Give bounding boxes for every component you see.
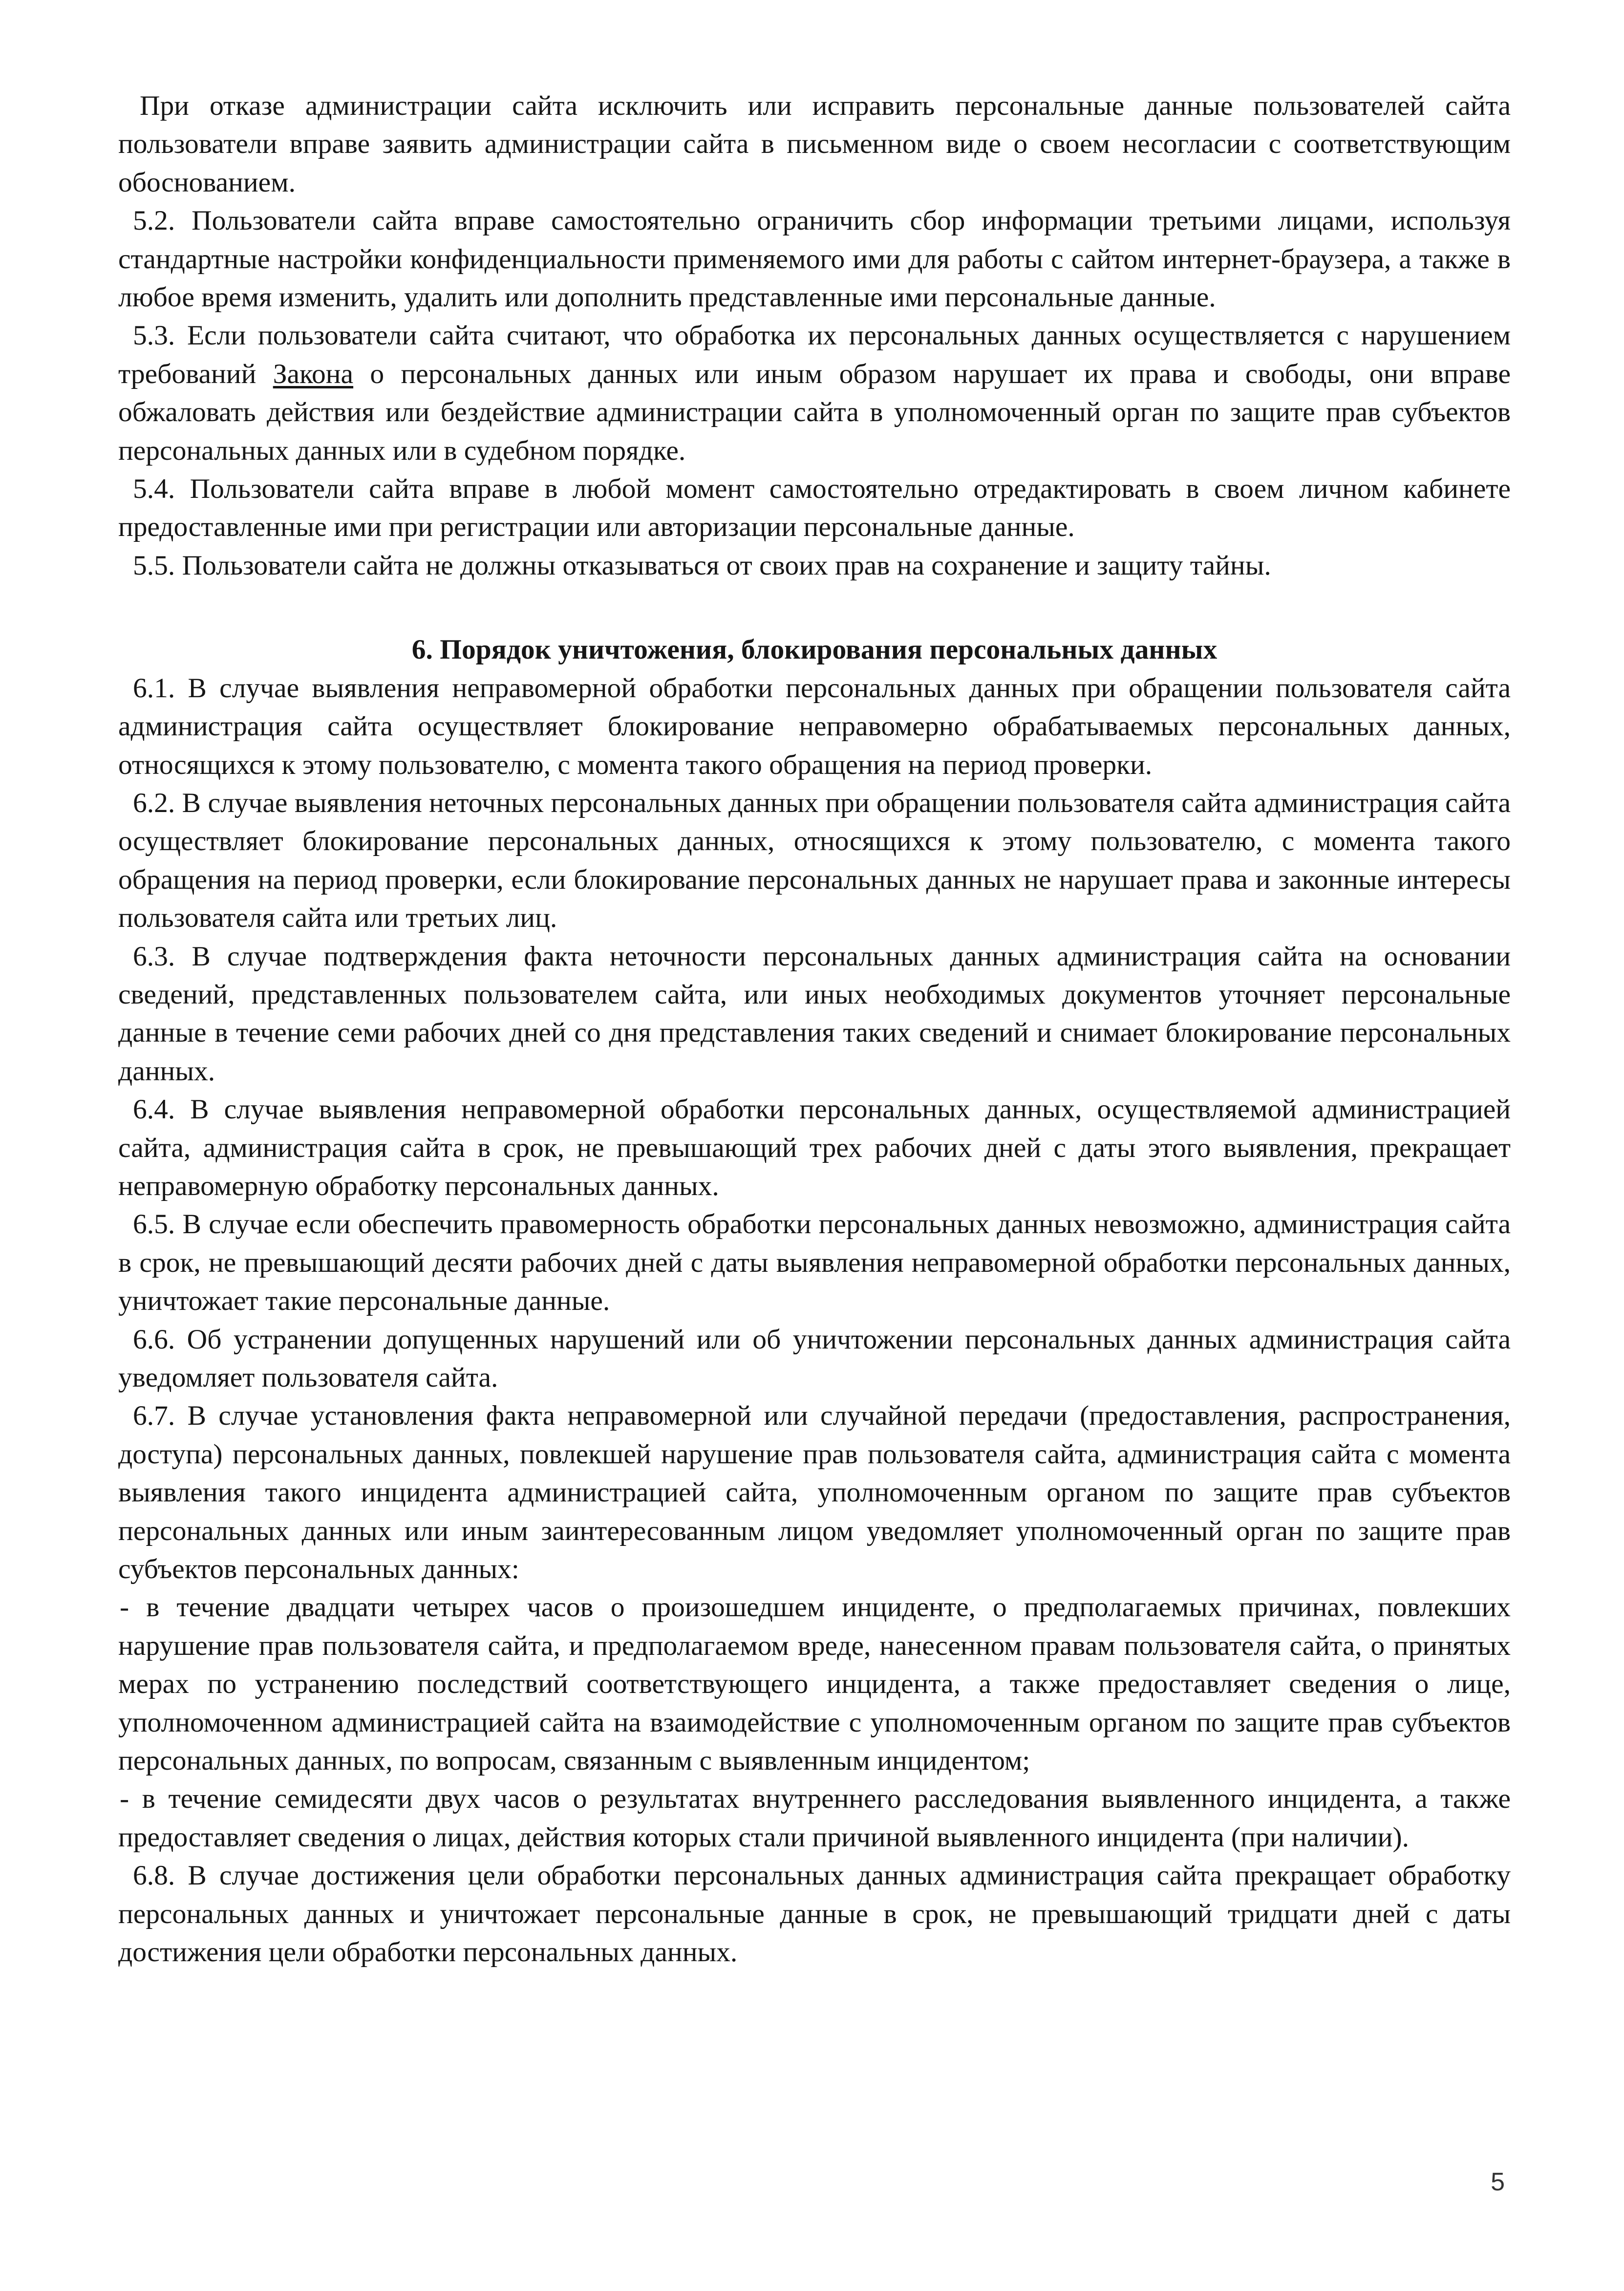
paragraph-5-2: 5.2. Пользователи сайта вправе самостоятельно ограничить сбор информации третьими лицами, используя стандартные настройки конфиденциальности применяемого ими для работы с сайтом интернет-браузера, а также в любое время изменить, удалить или дополнить представленные ими персональные данные.: [118, 205, 1511, 313]
list-item-72-hours: - в течение семидесяти двух часов о результатах внутреннего расследования выявленного инцидента, а также предоставляет сведения о лицах, действия которых стали причиной выявленного инцидента (при наличии).: [118, 1783, 1511, 1853]
law-link[interactable]: Закона: [273, 358, 354, 389]
section-6-heading: 6. Порядок уничтожения, блокирования персональных данных: [411, 634, 1218, 665]
paragraph-5-3: [118, 317, 1511, 470]
document-page: [118, 87, 1511, 1972]
paragraph-6-7: 6.7. В случае установления факта неправомерной или случайной передачи (предоставления, распространения, доступа) персональных данных, повлекшей нарушение прав пользователя сайта, администрация сайта с момента выявления такого инцидента администрацией сайта, уполномоченным органом по защите прав субъектов персональных данных или иным заинтересованным лицом уведомляет уполномоченный орган по защите прав субъектов персональных данных:: [118, 1400, 1511, 1585]
paragraph-6-1: 6.1. В случае выявления неправомерной обработки персональных данных при обращении пользователя сайта администрация сайта осуществляет блокирование неправомерно обрабатываемых персональных данных, относящихся к этому пользователю, с момента такого обращения на период проверки.: [118, 672, 1511, 780]
paragraph-5-3-text-start: 5.3. Если пользователи сайта считают, что обработка их персональных данных осуществляется с нарушением требований: [118, 320, 1511, 389]
paragraph-6-8: 6.8. В случае достижения цели обработки персональных данных администрация сайта прекращает обработку персональных данных и уничтожает персональные данные в срок, не превышающий тридцати дней с даты достижения цели обработки персональных данных.: [118, 1860, 1511, 1968]
paragraph-6-2: 6.2. В случае выявления неточных персональных данных при обращении пользователя сайта администрация сайта осуществляет блокирование персональных данных, относящихся к этому пользователю, с момента такого обращения на период проверки, если блокирование персональных данных не нарушает права и законные интересы пользователя сайта или третьих лиц.: [118, 787, 1511, 934]
paragraph-5-1-continuation: При отказе администрации сайта исключить или исправить персональные данные пользователей сайта пользователи вправе заявить администрации сайта в письменном виде о своем несогласии с соответствующим обоснованием.: [118, 90, 1511, 198]
paragraph-6-6: 6.6. Об устранении допущенных нарушений или об уничтожении персональных данных администрация сайта уведомляет пользователя сайта.: [118, 1324, 1511, 1393]
page-number: 5: [1491, 2168, 1505, 2196]
paragraph-5-4: 5.4. Пользователи сайта вправе в любой момент самостоятельно отредактировать в своем личном кабинете предоставленные ими при регистрации или авторизации персональные данные.: [118, 473, 1511, 543]
paragraph-6-4: 6.4. В случае выявления неправомерной обработки персональных данных, осуществляемой администрацией сайта, администрация сайта в срок, не превышающий трех рабочих дней с даты этого выявления, прекращает неправомерную обработку персональных данных.: [118, 1094, 1511, 1201]
paragraph-6-3: 6.3. В случае подтверждения факта неточности персональных данных администрация сайта на основании сведений, представленных пользователем сайта, или иных необходимых документов уточняет персональные данные в течение семи рабочих дней со дня представления таких сведений и снимает блокирование персональных данных.: [118, 941, 1511, 1087]
list-item-24-hours: - в течение двадцати четырех часов о произошедшем инциденте, о предполагаемых причинах, повлекших нарушение прав пользователя сайта, и предполагаемом вреде, нанесенном правам пользователя сайта, о принятых мерах по устранению последствий соответствующего инцидента, а также предоставляет сведения о лице, уполномоченном администрацией сайта на взаимодействие с уполномоченным органом по защите прав субъектов персональных данных, по вопросам, связанным с выявленным инцидентом;: [118, 1592, 1511, 1777]
paragraph-6-5: 6.5. В случае если обеспечить правомерность обработки персональных данных невозможно, администрация сайта в срок, не превышающий десяти рабочих дней с даты выявления неправомерной обработки персональных данных, уничтожает такие персональные данные.: [118, 1209, 1511, 1317]
paragraph-5-3-text-end: о персональных данных или иным образом нарушает их права и свободы, они вправе обжаловать действия или бездействие администрации сайта в уполномоченный орган по защите прав субъектов персональных данных или в судебном порядке.: [118, 358, 1511, 466]
paragraph-5-5: 5.5. Пользователи сайта не должны отказываться от своих прав на сохранение и защиту тайны.: [133, 550, 1271, 581]
